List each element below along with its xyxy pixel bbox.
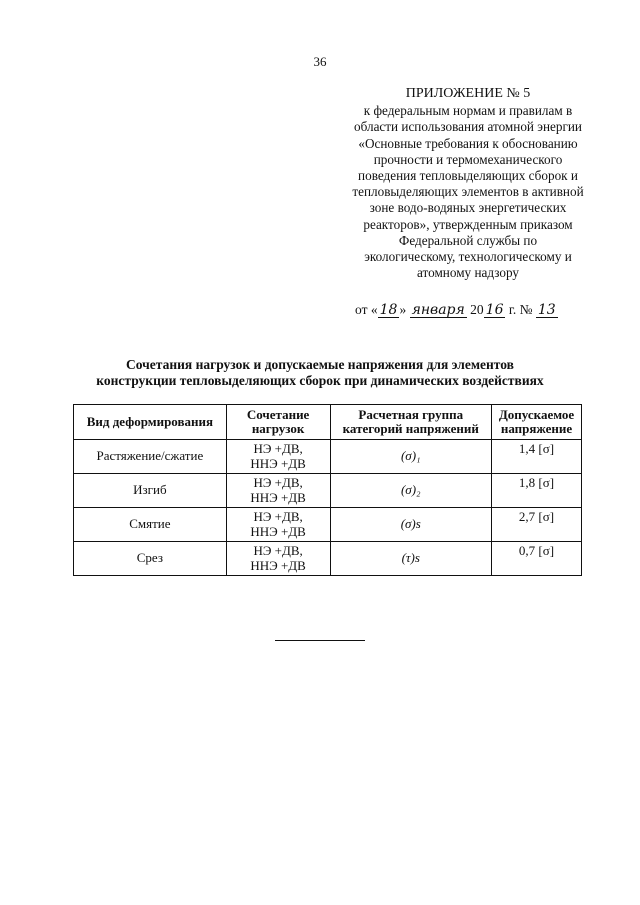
order-year-prefix: 20 <box>470 302 484 317</box>
cell-stress-group: (σ)₂ <box>330 474 492 508</box>
cell-allowable-stress: 1,8 [σ] <box>492 474 582 508</box>
combo-line: ННЭ +ДВ <box>250 557 306 573</box>
loads-table <box>73 404 582 576</box>
order-number: 13 <box>537 302 556 318</box>
cell-deformation-type: Смятие <box>74 508 227 542</box>
combo-line: НЭ +ДВ, <box>253 441 303 456</box>
header-allowable-stress: Допускаемое напряжение <box>492 405 582 440</box>
header-load-combination: Сочетание нагрузок <box>226 405 330 440</box>
header-deformation-type: Вид деформирования <box>74 405 227 440</box>
appendix-line: Федеральной службы по <box>398 232 538 248</box>
order-month: января <box>411 302 465 318</box>
table-title-line: Сочетания нагрузок и допускаемые напряжения для элементов <box>126 357 514 372</box>
table-title <box>40 357 600 389</box>
appendix-line: реакторов», утвержденным приказом <box>363 216 573 232</box>
cell-stress-group: (σ)₁ <box>330 440 492 474</box>
appendix-line: «Основные требования к обоснованию <box>358 135 578 151</box>
appendix-line: поведения тепловыделяющих сборок и <box>358 168 578 184</box>
appendix-heading: ПРИЛОЖЕНИЕ № 5 <box>405 86 531 101</box>
cell-load-combination <box>226 508 330 542</box>
combo-line: НЭ +ДВ, <box>253 509 303 524</box>
header-stress-group: Расчетная группа категорий напряжений <box>330 405 492 440</box>
cell-deformation-type: Растяжение/сжатие <box>74 440 227 474</box>
page-number: 36 <box>313 54 327 69</box>
cell-load-combination <box>226 542 330 576</box>
combo-line: ННЭ +ДВ <box>250 523 306 539</box>
table-row <box>74 440 582 474</box>
appendix-block <box>330 86 606 281</box>
cell-deformation-type: Срез <box>74 542 227 576</box>
cell-stress-group: (τ)s <box>330 542 492 576</box>
cell-deformation-type: Изгиб <box>74 474 227 508</box>
combo-line: ННЭ +ДВ <box>250 455 306 471</box>
appendix-line: прочности и термомеханического <box>373 151 563 167</box>
order-from: от « <box>355 302 378 317</box>
appendix-line: экологическому, технологическому и <box>364 249 572 265</box>
end-divider <box>275 640 365 641</box>
order-year-suffix: 16 <box>485 302 504 318</box>
combo-line: ННЭ +ДВ <box>250 489 306 505</box>
order-mid: » <box>399 302 407 317</box>
appendix-line: тепловыделяющих элементов в активной <box>352 184 584 200</box>
order-year-tail: г. № <box>508 302 533 317</box>
cell-allowable-stress: 0,7 [σ] <box>492 542 582 576</box>
appendix-line: к федеральным нормам и правилам в <box>363 103 573 119</box>
cell-load-combination <box>226 474 330 508</box>
cell-allowable-stress: 2,7 [σ] <box>492 508 582 542</box>
table-header-row <box>74 405 582 440</box>
table-row <box>74 474 582 508</box>
appendix-line: атомному надзору <box>417 265 519 281</box>
table-row <box>74 542 582 576</box>
cell-allowable-stress: 1,4 [σ] <box>492 440 582 474</box>
cell-load-combination <box>226 440 330 474</box>
appendix-line: зоне водо-водяных энергетических <box>369 200 567 216</box>
order-line <box>355 302 615 318</box>
appendix-line: области использования атомной энергии <box>354 119 582 135</box>
combo-line: НЭ +ДВ, <box>253 543 303 558</box>
table-title-line: конструкции тепловыделяющих сборок при динамических воздействиях <box>96 373 544 388</box>
table-row <box>74 508 582 542</box>
order-day: 18 <box>379 302 398 318</box>
combo-line: НЭ +ДВ, <box>253 475 303 490</box>
cell-stress-group: (σ)s <box>330 508 492 542</box>
